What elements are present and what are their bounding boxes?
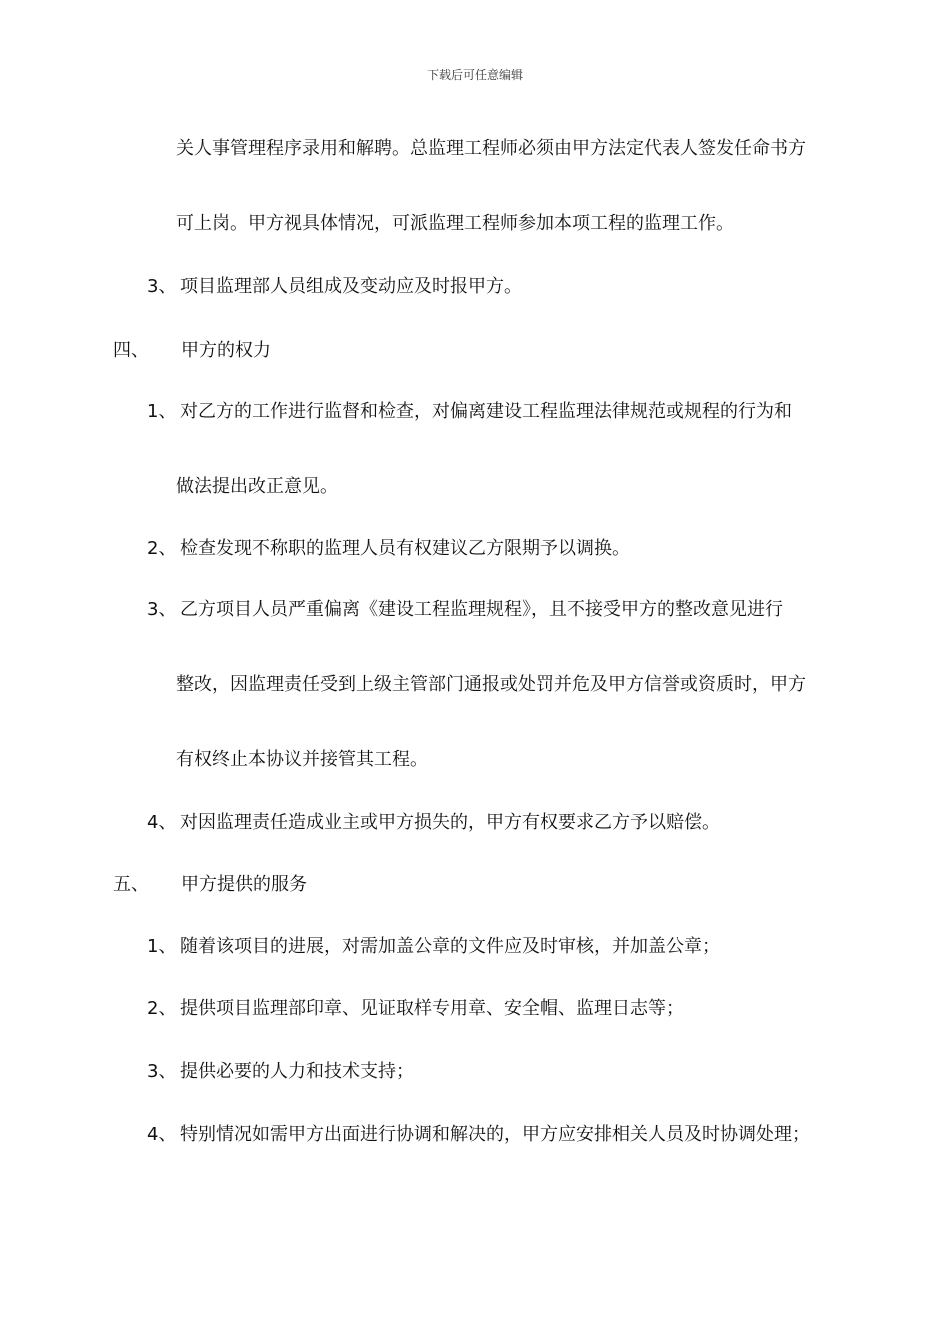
paragraph-line: 可上岗。甲方视具体情况，可派监理工程师参加本项工程的监理工作。 — [176, 213, 734, 234]
item-text: 检查发现不称职的监理人员有权建议乙方限期予以调换。 — [180, 538, 630, 559]
section-title: 甲方的权力 — [181, 340, 271, 361]
item-text: 提供必要的人力和技术支持； — [180, 1061, 414, 1082]
item-text: 乙方项目人员严重偏离《建设工程监理规程》，且不接受甲方的整改意见进行 — [180, 599, 783, 620]
section-number: 五、 — [113, 874, 149, 895]
section-number: 四、 — [113, 340, 149, 361]
paragraph-line: 关人事管理程序录用和解聘。总监理工程师必须由甲方法定代表人签发任命书方 — [176, 138, 806, 159]
item-number: 3、 — [147, 1061, 177, 1082]
item-number: 3、 — [147, 276, 177, 297]
item-text: 特别情况如需甲方出面进行协调和解决的，甲方应安排相关人员及时协调处理； — [180, 1124, 810, 1145]
item-number: 2、 — [147, 538, 177, 559]
item-number: 1、 — [147, 401, 177, 422]
paragraph-line: 有权终止本协议并接管其工程。 — [176, 749, 428, 770]
item-number: 3、 — [147, 599, 177, 620]
section-title: 甲方提供的服务 — [181, 874, 307, 895]
page-header: 下载后可任意编辑 — [426, 68, 523, 82]
item-number: 4、 — [147, 812, 177, 833]
item-text: 对乙方的工作进行监督和检查，对偏离建设工程监理法律规范或规程的行为和 — [180, 401, 792, 422]
item-text: 对因监理责任造成业主或甲方损失的，甲方有权要求乙方予以赔偿。 — [180, 812, 720, 833]
item-text: 随着该项目的进展，对需加盖公章的文件应及时审核，并加盖公章； — [180, 936, 720, 957]
paragraph-line: 整改，因监理责任受到上级主管部门通报或处罚并危及甲方信誉或资质时，甲方 — [176, 674, 806, 695]
item-number: 4、 — [147, 1124, 177, 1145]
item-text: 项目监理部人员组成及变动应及时报甲方。 — [180, 276, 522, 297]
item-number: 1、 — [147, 936, 177, 957]
paragraph-line: 做法提出改正意见。 — [176, 476, 338, 497]
item-number: 2、 — [147, 998, 177, 1019]
item-text: 提供项目监理部印章、见证取样专用章、安全帽、监理日志等； — [180, 998, 684, 1019]
